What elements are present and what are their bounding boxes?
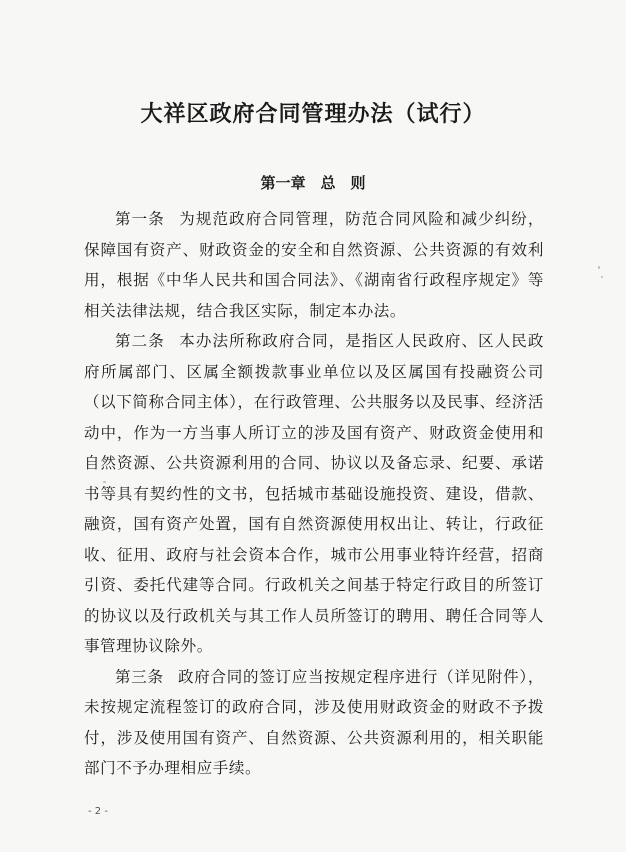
article-2 xyxy=(84,326,544,662)
article-3 xyxy=(84,662,544,784)
article-text: 政府合同的签订应当按规定程序进行（详见附件），未按规定流程签订的政府合同，涉及使用财政资金的财政不予拨付，涉及使用国有资产、自然资源、公共资源利用的，相关职能部门不予办理相应手续。 xyxy=(84,667,544,777)
document-body xyxy=(84,204,544,784)
chapter-name-part1: 总 xyxy=(320,174,336,192)
article-number: 第三条 xyxy=(115,667,164,686)
article-text: 为规范政府合同管理，防范合同风险和减少纠纷，保障国有资产、财政资金的安全和自然资源、公共资源的有效利用，根据《中华人民共和国合同法》、《湖南省行政程序规定》等相关法律法规，结合我区实际，制定本办法。 xyxy=(84,210,545,320)
scan-speck xyxy=(601,276,603,278)
article-1 xyxy=(84,204,544,326)
scan-speck xyxy=(598,266,600,269)
chapter-number: 第一章 xyxy=(260,174,306,192)
chapter-heading xyxy=(0,172,626,193)
article-number: 第一条 xyxy=(115,210,165,228)
article-number: 第二条 xyxy=(115,332,165,350)
page-number: - 2 - xyxy=(88,806,108,817)
scan-speck xyxy=(103,481,106,483)
document-title: 大祥区政府合同管理办法（试行） xyxy=(140,102,486,127)
article-text: 本办法所称政府合同，是指区人民政府、区人民政府所属部门、区属全额拨款事业单位以及区属国有投融资公司（以下简称合同主体），在行政管理、公共服务以及民事、经济活动中，作为一方当事人所订立的涉及国有资产、财政资金使用和自然资源、公共资源利用的合同、协议以及备忘录、纪要、承诺书等具有契约性的文书，包括城市基础设施投资、建设，借款、融资，国有资产处置，国有自然资源使用权出让、转让，行政征收、征用、政府与社会资本合作，城市公用事业特许经营，招商引资、委托代建等合同。行政机关之间基于特定行政目的所签订的协议以及行政机关与其工作人员所签订的聘用、聘任合同等人事管理协议除外。 xyxy=(84,332,545,655)
chapter-name-part2: 则 xyxy=(350,174,366,192)
